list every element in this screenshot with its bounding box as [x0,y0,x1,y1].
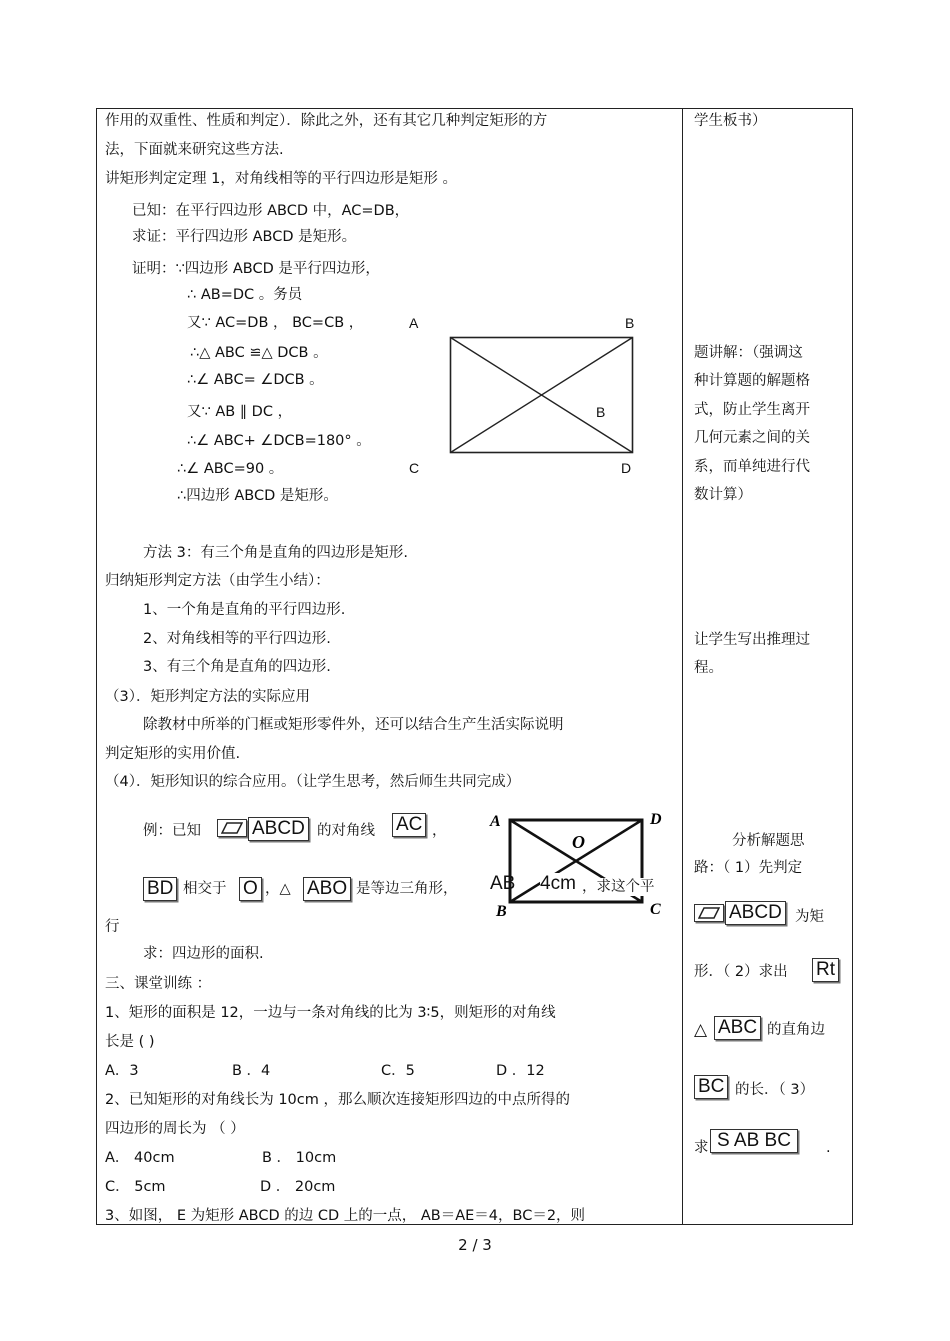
text-fragment: 形．（ 2）求出 [694,964,788,980]
question-line: 2、已知矩形的对角线长为 10cm ，那么顺次连接矩形四边的中点所得的 [105,1092,570,1108]
note: 学生板书） [694,113,767,129]
note-line: 式，防止学生离开 [694,402,810,418]
text-fragment: ，求这个平 [582,879,655,895]
formula-box: O [239,877,262,901]
rectangle-diagram [449,336,635,456]
proof-step: 又∵ AC=DB ， BC=CB ， [187,315,364,331]
note-line: 题讲解：（强调这 [694,345,803,361]
formula-box: S AB BC [710,1129,798,1153]
vertex-label: B [625,315,635,331]
text-fragment: 的长．（ 3） [735,1082,815,1098]
proof-step: ∴∠ ABC+ ∠DCB=180° 。 [187,433,371,449]
section-title: （4）．矩形知识的综合应用。（让学生思考，然后师生共同完成） [105,774,521,790]
formula-box: BD [143,877,177,901]
option: D ．12 [496,1063,545,1079]
note-line: 数计算） [694,487,752,503]
option: A．3 [105,1063,139,1079]
proof-step: 证明：∵四边形 ABCD 是平行四边形， [132,261,380,277]
text-fragment: 行 [105,919,120,935]
theorem-line: 讲矩形判定定理 1，对角线相等的平行四边形是矩形 。 [105,171,457,187]
text-fragment: . [826,1140,831,1156]
vertex-label-A: A [490,813,501,830]
proof-step: ∴∠ ABC= ∠DCB 。 [187,372,324,388]
section-title: （3）．矩形判定方法的实际应用 [105,689,310,705]
note-line: 种计算题的解题格 [694,373,810,389]
proof-step: ∴△ ABC ≌△ DCB 。 [190,345,328,361]
option: C．5 [381,1063,415,1079]
formula-box: ABCD [248,817,309,841]
example-prefix: 例：已知 [143,823,201,839]
vertex-label-O: O [572,832,585,852]
parallelogram-icon [217,819,247,837]
formula-box: Rt [812,958,839,982]
section-title: 三、课堂训练 ： [105,976,212,992]
vertex-label: C [409,460,420,476]
text-line: 除教材中所举的门框或矩形零件外，还可以结合生产生活实际说明 [143,717,564,733]
proof-step: ∴ AB=DC 。务员 [187,287,303,303]
text-fragment: 是等边三角形， [356,881,458,897]
parallelogram-icon [694,904,724,922]
method-line: 方法 3：有三个角是直角的四边形是矩形. [143,545,408,561]
question-line: 3、如图， E 为矩形 ABCD 的边 CD 上的一点， AB＝AE＝4，BC＝2，则 [105,1208,586,1224]
note-line: 系，而单纯进行代 [694,459,810,475]
option: D ． 20cm [260,1179,336,1195]
vertex-label: A [409,315,419,331]
summary-item: 1、一个角是直角的平行四边形. [143,602,346,618]
text-line: 求：四边形的面积. [143,946,264,962]
page-number: 2 / 3 [458,1236,492,1254]
text-fragment: 的直角边 [767,1022,825,1038]
note-line: 几何元素之间的关 [694,430,810,446]
option: A． 40cm [105,1150,175,1166]
formula-text: AB [490,873,516,894]
text-line: 作用的双重性、性质和判定）．除此之外，还有其它几种判定矩形的方 [105,113,548,129]
proof-step: ∴四边形 ABCD 是矩形。 [177,488,338,504]
question-line: 长是 ( ) [105,1034,155,1050]
vertex-label-B: B [496,903,507,918]
column-divider [682,108,683,1225]
text-fragment: 相交于 [183,881,227,897]
question-line: 四边形的周长为 （ ） [105,1121,245,1137]
formula-box: AC [392,813,426,837]
text-fragment: 求 [694,1140,709,1156]
triangle-symbol: △ [694,1020,708,1040]
summary-title: 归纳矩形判定方法（由学生小结）： [105,573,330,589]
proof-step: ∴∠ ABC=90 。 [177,461,284,477]
note-line: 让学生写出推理过 [694,632,810,648]
option: C． 5cm [105,1179,166,1195]
known-line: 已知：在平行四边形 ABCD 中，AC=DB， [132,203,410,219]
summary-item: 2、对角线相等的平行四边形. [143,631,331,647]
text-line: 判定矩形的实用价值. [105,746,241,762]
formula-box: ABC [714,1016,761,1040]
option: B ．4 [232,1063,271,1079]
vertex-label: D [621,460,632,476]
vertex-label-D: D [650,811,662,828]
text-fragment: 为矩 [795,909,824,925]
vertex-label: B [596,404,606,420]
question-line: 1、矩形的面积是 12，一边与一条对角线的比为 3∶5，则矩形的对角线 [105,1005,556,1021]
text-fragment: ， [432,823,447,839]
proof-step: 又∵ AB ∥ DC ， [187,404,293,420]
formula-box: ABCD [725,901,786,925]
analysis-title: 分析解题思 [732,833,805,849]
example-rectangle-diagram [484,808,670,918]
vertex-label-C: C [650,901,661,918]
analysis-line: 路：（ 1）先判定 [694,860,803,876]
text-fragment: ，△ [265,881,291,897]
summary-item: 3、有三个角是直角的四边形. [143,659,331,675]
text-line: 法，下面就来研究这些方法. [105,142,284,158]
note-line: 程。 [694,660,723,676]
formula-box: BC [694,1075,728,1099]
formula-text: 4cm [540,873,576,894]
formula-box: ABO [303,877,351,901]
option: B ． 10cm [262,1150,337,1166]
prove-line: 求证：平行四边形 ABCD 是矩形。 [132,229,357,245]
text-fragment: 的对角线 [317,823,375,839]
